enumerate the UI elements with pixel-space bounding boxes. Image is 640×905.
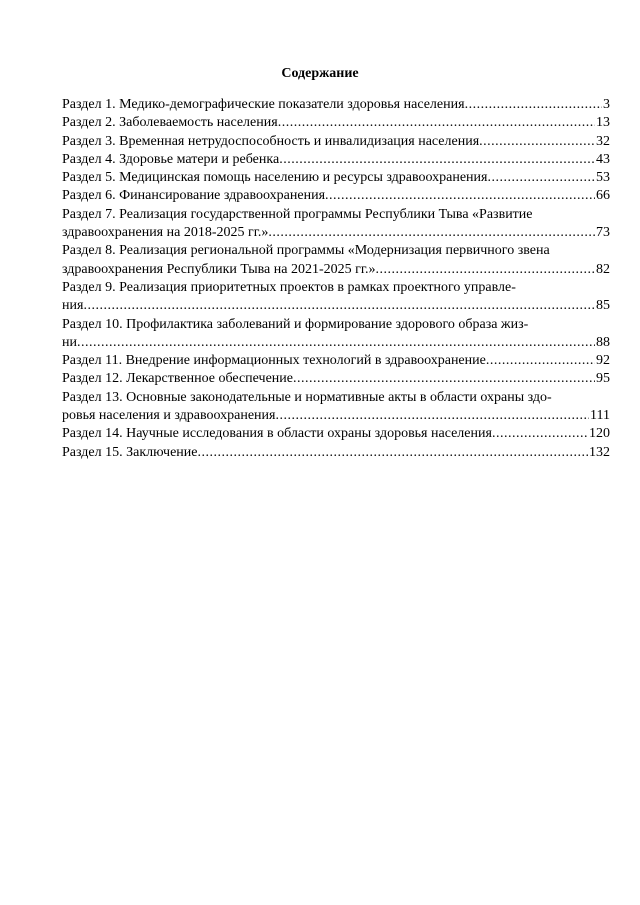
toc-entry: [62, 187, 610, 205]
dot-leader: [325, 187, 595, 205]
dot-leader: [479, 133, 595, 151]
toc-entry-text: Раздел 5. Медицинская помощь населению и ресурсы здравоохранения: [62, 170, 488, 186]
page-title: Содержание: [281, 66, 359, 81]
toc-entry-text: здравоохранения на 2018-2025 гг.»: [62, 225, 269, 241]
toc-entry: [62, 316, 610, 353]
toc-entry: [62, 444, 610, 462]
toc-page-number: 120: [589, 426, 610, 442]
dot-leader: [487, 169, 595, 187]
toc-page-number: 95: [596, 371, 610, 387]
toc-entry: [62, 169, 610, 187]
toc-entry: [62, 389, 610, 426]
dot-leader: [376, 261, 595, 279]
toc-page-number: 88: [596, 334, 610, 350]
toc-entry: [62, 151, 610, 169]
toc-page-number: 73: [596, 225, 610, 241]
toc-entry-text: Раздел 10. Профилактика заболеваний и формирование здорового образа жиз-: [62, 316, 529, 332]
toc-page-number: 66: [596, 188, 610, 204]
toc-page-number: 82: [596, 261, 610, 277]
toc-entry-text: Раздел 11. Внедрение информационных технологий в здравоохранение: [62, 353, 486, 369]
toc-page-number: 53: [596, 170, 610, 186]
toc-entry-text: ния: [62, 298, 84, 314]
toc-entry-text: Раздел 4. Здоровье матери и ребенка: [62, 151, 280, 167]
toc-page-number: 92: [596, 353, 610, 369]
toc-entry-text: Раздел 9. Реализация приоритетных проектов в рамках проектного управле-: [62, 279, 516, 295]
dot-leader: [293, 370, 595, 388]
dot-leader: [268, 224, 595, 242]
toc-entry-text: Раздел 7. Реализация государственной программы Республики Тыва «Развитие: [62, 206, 533, 222]
toc-entry-text: Раздел 12. Лекарственное обеспечение: [62, 371, 293, 387]
toc-entry-text: Раздел 8. Реализация региональной программы «Модернизация первичного звена: [62, 243, 550, 259]
toc-entry-text: ровья населения и здравоохранения: [62, 408, 276, 424]
toc-page-number: 32: [596, 133, 610, 149]
dot-leader: [465, 96, 602, 114]
dot-leader: [77, 334, 595, 352]
toc-page-number: 132: [589, 444, 610, 460]
dot-leader: [279, 151, 595, 169]
toc-page-number: 111: [590, 408, 610, 424]
toc-entry-text: Раздел 15. Заключение: [62, 444, 198, 460]
dot-leader: [486, 352, 595, 370]
dot-leader: [83, 297, 595, 315]
toc-entry-text: Раздел 3. Временная нетрудоспособность и инвалидизация населения: [62, 133, 480, 149]
toc-page-number: 85: [596, 298, 610, 314]
toc-entry: [62, 352, 610, 370]
toc-page-number: 3: [603, 97, 610, 112]
dot-leader: [278, 114, 595, 132]
toc-entry: [62, 279, 610, 316]
toc-entry-text: Раздел 2. Заболеваемость населения: [62, 115, 278, 131]
table-of-contents: [62, 96, 610, 462]
toc-entry: [62, 206, 610, 243]
toc-entry: [62, 425, 610, 443]
toc-entry-text: здравоохранения Республики Тыва на 2021-2025 гг.»: [62, 261, 376, 277]
toc-entry: [62, 96, 610, 114]
dot-leader: [275, 407, 589, 425]
toc-entry-text: ни: [62, 334, 77, 350]
toc-page-number: 43: [596, 151, 610, 167]
toc-entry-text: Раздел 1. Медико-демографические показатели здоровья населения: [62, 97, 465, 112]
toc-entry-text: Раздел 6. Финансирование здравоохранения: [62, 188, 326, 204]
toc-entry: [62, 114, 610, 132]
toc-entry-text: Раздел 13. Основные законодательные и нормативные акты в области охраны здо-: [62, 389, 552, 405]
toc-entry-text: Раздел 14. Научные исследования в области охраны здоровья населения: [62, 426, 492, 442]
toc-entry: [62, 133, 610, 151]
toc-page-number: 13: [596, 115, 610, 131]
dot-leader: [492, 425, 588, 443]
toc-entry: [62, 242, 610, 279]
dot-leader: [198, 444, 589, 462]
toc-entry: [62, 370, 610, 388]
